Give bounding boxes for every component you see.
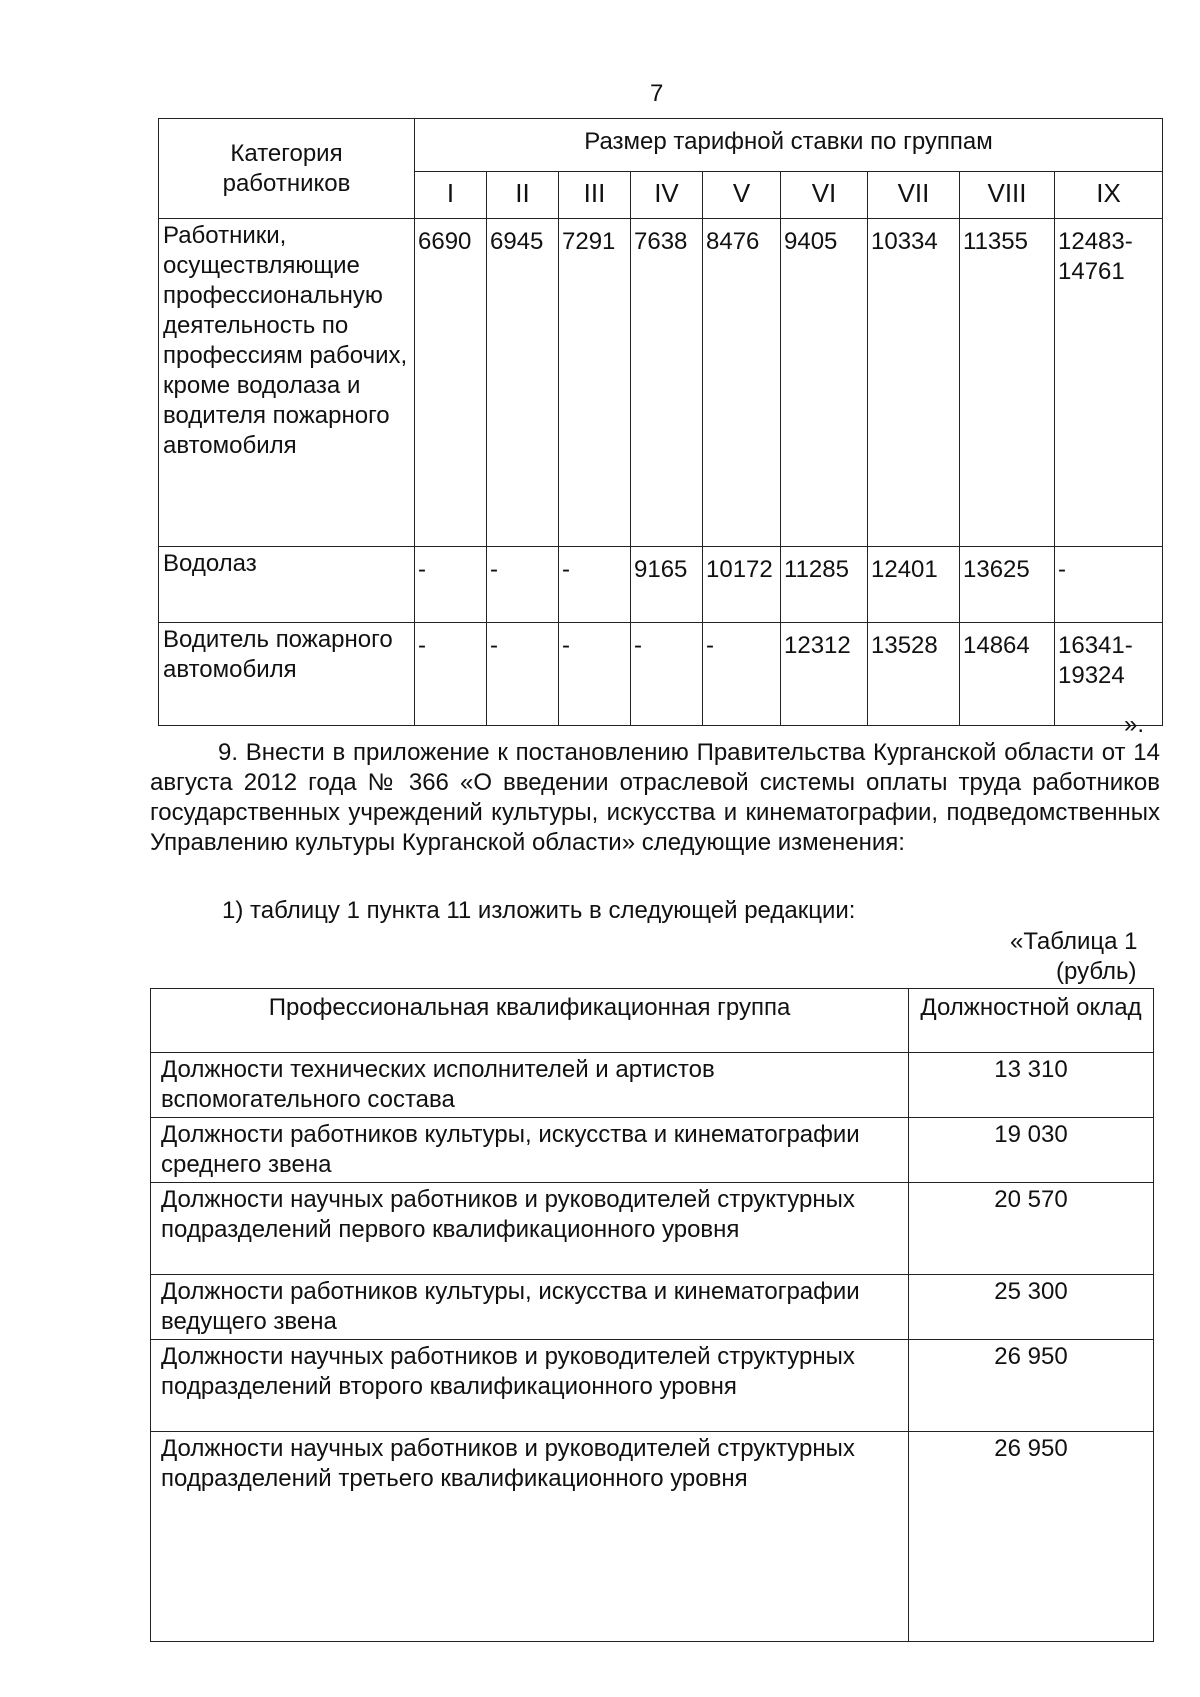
table-row [159, 547, 1163, 623]
table1-value-cell: 7291 [559, 219, 631, 547]
table1-group-header: VII [868, 172, 960, 219]
table2-salary-cell: 25 300 [909, 1275, 1154, 1340]
table1-value-cell: 9405 [781, 219, 868, 547]
table1-category-cell: Водитель пожарного автомобиля [159, 623, 415, 726]
table-row [159, 219, 1163, 547]
table1-value-cell: - [1055, 547, 1163, 623]
table1-value-cell: - [703, 623, 781, 726]
table1-value-cell: 7638 [631, 219, 703, 547]
table1-header-size: Размер тарифной ставки по группам [415, 119, 1163, 172]
table2-salary-cell: 26 950 [909, 1340, 1154, 1432]
table1-value-cell: 10334 [868, 219, 960, 547]
table1-group-header: V [703, 172, 781, 219]
table1-group-header: IX [1055, 172, 1163, 219]
table1-value-cell: 12401 [868, 547, 960, 623]
table-row [151, 1275, 1154, 1340]
table2-group-cell: Должности научных работников и руководителей структурных подразделений третьего квалификационного уровня [151, 1432, 909, 1642]
table2-header-salary: Должностной оклад [909, 989, 1154, 1053]
closing-quote: ». [1124, 711, 1145, 738]
item-1: 1) таблицу 1 пункта 11 изложить в следующей редакции: [222, 897, 856, 924]
table2-caption: «Таблица 1 [1010, 928, 1138, 955]
table1-value-cell: - [631, 623, 703, 726]
table1-group-header: IV [631, 172, 703, 219]
table1-value-cell: - [415, 623, 487, 726]
table1-value-cell: 12312 [781, 623, 868, 726]
table1-header-category: Категория работников [159, 119, 415, 219]
table2-unit: (рубль) [1056, 958, 1137, 985]
table1-category-cell: Водолаз [159, 547, 415, 623]
table1-group-header: II [487, 172, 559, 219]
table1-value-cell: 8476 [703, 219, 781, 547]
table1-value-cell: 16341-19324 [1055, 623, 1163, 726]
table2-header-group: Профессиональная квалификационная группа [151, 989, 909, 1053]
table1-category-cell: Работники, осуществляющие профессиональную деятельность по профессиям рабочих, кроме водолаза и водителя пожарного автомобиля [159, 219, 415, 547]
table2-group-cell: Должности работников культуры, искусства и кинематографии среднего звена [151, 1118, 909, 1183]
table1-value-cell: 11285 [781, 547, 868, 623]
table2-group-cell: Должности технических исполнителей и артистов вспомогательного состава [151, 1053, 909, 1118]
table2-group-cell: Должности работников культуры, искусства и кинематографии ведущего звена [151, 1275, 909, 1340]
table1-value-cell: 14864 [960, 623, 1055, 726]
table1-value-cell: - [487, 623, 559, 726]
table1-group-header: III [559, 172, 631, 219]
table2-group-cell: Должности научных работников и руководителей структурных подразделений первого квалификационного уровня [151, 1183, 909, 1275]
table2-salary-cell: 20 570 [909, 1183, 1154, 1275]
table2-salary-cell: 19 030 [909, 1118, 1154, 1183]
table1-value-cell: 13625 [960, 547, 1055, 623]
table1-value-cell: 6945 [487, 219, 559, 547]
table-row [151, 1053, 1154, 1118]
table1-group-header: VI [781, 172, 868, 219]
salary-table [150, 988, 1154, 1642]
table1-value-cell: 10172 [703, 547, 781, 623]
table2-salary-cell: 13 310 [909, 1053, 1154, 1118]
table1-group-header: I [415, 172, 487, 219]
table1-value-cell: 11355 [960, 219, 1055, 547]
table-row [151, 1432, 1154, 1642]
tariff-rates-table [158, 118, 1163, 726]
table1-value-cell: - [559, 623, 631, 726]
table1-value-cell: 6690 [415, 219, 487, 547]
table1-value-cell: - [415, 547, 487, 623]
table-row [151, 1183, 1154, 1275]
table-row [151, 1118, 1154, 1183]
table2-salary-cell: 26 950 [909, 1432, 1154, 1642]
table1-value-cell: - [487, 547, 559, 623]
table-row [151, 1340, 1154, 1432]
paragraph-9: 9. Внести в приложение к постановлению Правительства Курганской области от 14 августа 2012 года № 366 «О введении отраслевой системы оплаты труда работников государственных учреждений культуры, искусства и кинематографии, подведомственных Управлению культуры Курганской области» следующие изменения: [150, 739, 1160, 856]
table1-group-header: VIII [960, 172, 1055, 219]
table1-value-cell: 13528 [868, 623, 960, 726]
page-number: 7 [650, 80, 664, 107]
table-row [159, 623, 1163, 726]
table1-value-cell: 9165 [631, 547, 703, 623]
table1-value-cell: 12483-14761 [1055, 219, 1163, 547]
table2-group-cell: Должности научных работников и руководителей структурных подразделений второго квалификационного уровня [151, 1340, 909, 1432]
table1-value-cell: - [559, 547, 631, 623]
